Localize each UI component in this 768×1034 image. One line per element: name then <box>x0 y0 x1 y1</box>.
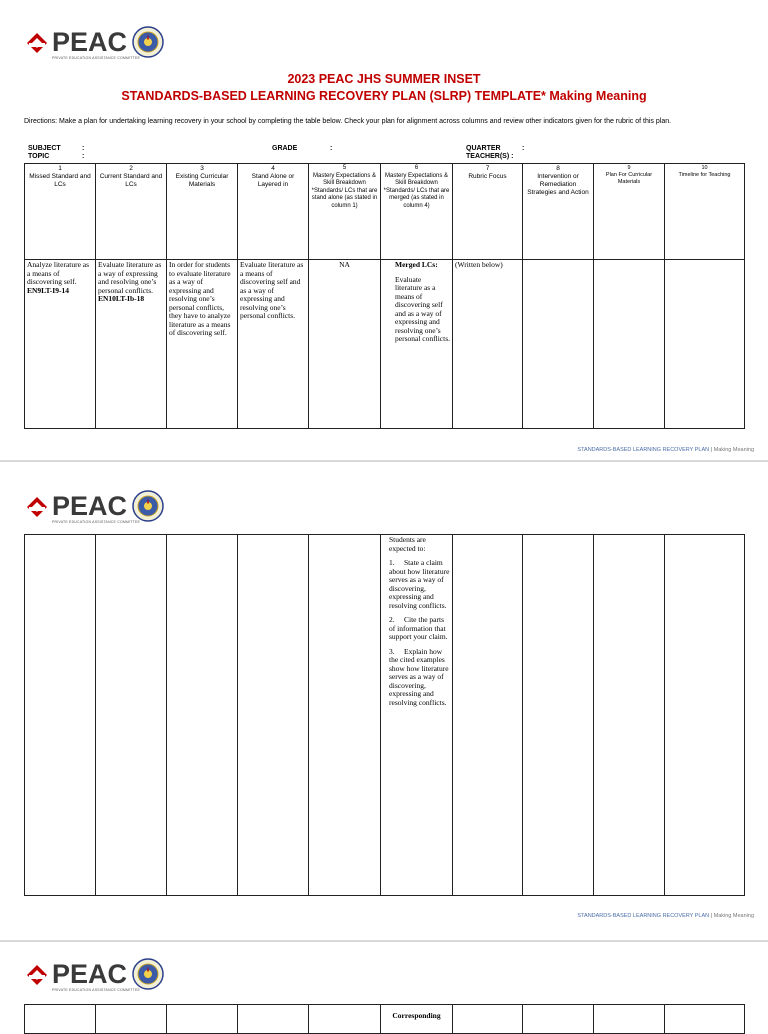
existing-materials-cell: In order for students to evaluate literature as a way of expressing and resolving one’s personal conflicts, they have to analyze literature as a means of discovering self. <box>167 260 238 429</box>
expectations-intro: Students are expected to: <box>389 535 426 553</box>
quarter-label: QUARTER <box>466 145 501 152</box>
deped-seal-icon <box>132 490 164 522</box>
header-cell: 1 Missed Standard and LCs <box>25 164 96 260</box>
page-1 <box>0 0 768 460</box>
table-cell <box>167 535 238 896</box>
list-item: 1. State a claim about how literature serves as a way of discovering, expressing and resolving conflicts. <box>389 558 450 610</box>
table-cell <box>238 1005 309 1034</box>
peac-diamond-icon <box>26 496 48 518</box>
list-item: 2. Cite the parts of information that support your claim. <box>389 615 448 641</box>
mastery-merged-cell: Merged LCs: Evaluate literature as a means of discovering self and as a way of expressing and resolving one’s personal conflicts. <box>381 260 453 429</box>
table-cell <box>594 1005 665 1034</box>
topic-label: TOPIC <box>28 153 50 160</box>
timeline-cell <box>665 260 745 429</box>
rubric-focus-cell: (Written below) <box>453 260 523 429</box>
topic-colon: : <box>82 153 85 160</box>
table-cell <box>309 1005 381 1034</box>
table-cell <box>665 1005 745 1034</box>
inset-title: 2023 PEAC JHS SUMMER INSET <box>287 72 481 86</box>
current-standard-cell: Evaluate literature as a way of expressing and resolving one’s personal conflicts. EN10LT-Ib-18 <box>96 260 167 429</box>
table-cell <box>309 535 381 896</box>
table-cell <box>96 535 167 896</box>
quarter-colon: : <box>522 145 525 152</box>
table-cell <box>25 535 96 896</box>
deped-seal-icon <box>132 26 164 58</box>
header-cell: 5 Mastery Expectations & Skill Breakdown *Standards/ LCs that are stand alone (as stated in column 1) <box>309 164 381 260</box>
header-cell: 10 Timeline for Teaching <box>665 164 745 260</box>
subject-label: SUBJECT <box>28 145 61 152</box>
grade-colon: : <box>330 145 333 152</box>
page-footer: STANDARDS-BASED LEARNING RECOVERY PLAN | Making Meaning <box>577 447 754 453</box>
table-cell <box>453 1005 523 1034</box>
grade-label: GRADE <box>272 145 298 152</box>
peac-subtitle: PRIVATE EDUCATION ASSISTANCE COMMITTEE <box>52 988 141 992</box>
header-cell: 6 Mastery Expectations & Skill Breakdown *Standards/ LCs that are merged (as stated in column 4) <box>381 164 453 260</box>
header-cell: 4 Stand Alone or Layered in <box>238 164 309 260</box>
stand-alone-cell: Evaluate literature as a means of discovering self and as a way of expressing and resolving one’s personal conflicts. <box>238 260 309 429</box>
table-cell <box>523 1005 594 1034</box>
header-cell: 8 Intervention or Remediation Strategies and Action <box>523 164 594 260</box>
table-row <box>25 535 745 896</box>
list-item: 3. Explain how the cited examples show how literature serves as a way of discovering, expressing and resolving conflicts. <box>389 646 449 707</box>
peac-subtitle: PRIVATE EDUCATION ASSISTANCE COMMITTEE <box>52 56 141 60</box>
page-2 <box>0 462 768 940</box>
table-cell <box>665 535 745 896</box>
mastery-merged-cell <box>381 535 453 896</box>
slrp-table-continued <box>24 534 745 896</box>
table-row <box>25 260 745 429</box>
header-cell: 3 Existing Curricular Materials <box>167 164 238 260</box>
slrp-table <box>24 163 745 429</box>
table-cell <box>167 1005 238 1034</box>
intervention-cell <box>523 260 594 429</box>
peac-wordmark: PEAC <box>52 27 128 57</box>
plan-materials-cell <box>594 260 665 429</box>
table-cell <box>25 1005 96 1034</box>
table-row <box>25 1005 745 1034</box>
mastery-merged-cell: Corresponding <box>381 1005 453 1034</box>
peac-logo <box>26 491 186 524</box>
table-cell <box>453 535 523 896</box>
teacher-label: TEACHER(S) : <box>466 153 514 160</box>
table-cell <box>594 535 665 896</box>
header-cell: 2 Current Standard and LCs <box>96 164 167 260</box>
table-cell <box>523 535 594 896</box>
peac-diamond-icon <box>26 32 48 54</box>
peac-wordmark: PEAC <box>52 959 128 989</box>
slrp-title: STANDARDS-BASED LEARNING RECOVERY PLAN (SLRP) TEMPLATE* Making Meaning <box>121 89 647 103</box>
table-cell <box>238 535 309 896</box>
mastery-standalone-cell: NA <box>309 260 381 429</box>
table-header-row <box>25 164 745 260</box>
page-footer: STANDARDS-BASED LEARNING RECOVERY PLAN | Making Meaning <box>577 913 754 919</box>
slrp-table-continued <box>24 1004 745 1034</box>
missed-standard-cell: Analyze literature as a means of discovering self. EN9LT-I9-14 <box>25 260 96 429</box>
page-3 <box>0 942 768 1024</box>
table-cell <box>96 1005 167 1034</box>
peac-wordmark: PEAC <box>52 491 128 521</box>
directions-text: Directions: Make a plan for undertaking learning recovery in your school by completing the table below. Check your plan for alignment across columns and review other indicators given for the rubric of this plan. <box>24 118 672 125</box>
subject-colon: : <box>82 145 85 152</box>
deped-seal-icon <box>132 958 164 990</box>
peac-diamond-icon <box>26 964 48 986</box>
peac-logo <box>26 27 186 60</box>
header-cell: 9 Plan For Curricular Materials <box>594 164 665 260</box>
peac-subtitle: PRIVATE EDUCATION ASSISTANCE COMMITTEE <box>52 520 141 524</box>
header-cell: 7 Rubric Focus <box>453 164 523 260</box>
peac-logo <box>26 959 186 992</box>
